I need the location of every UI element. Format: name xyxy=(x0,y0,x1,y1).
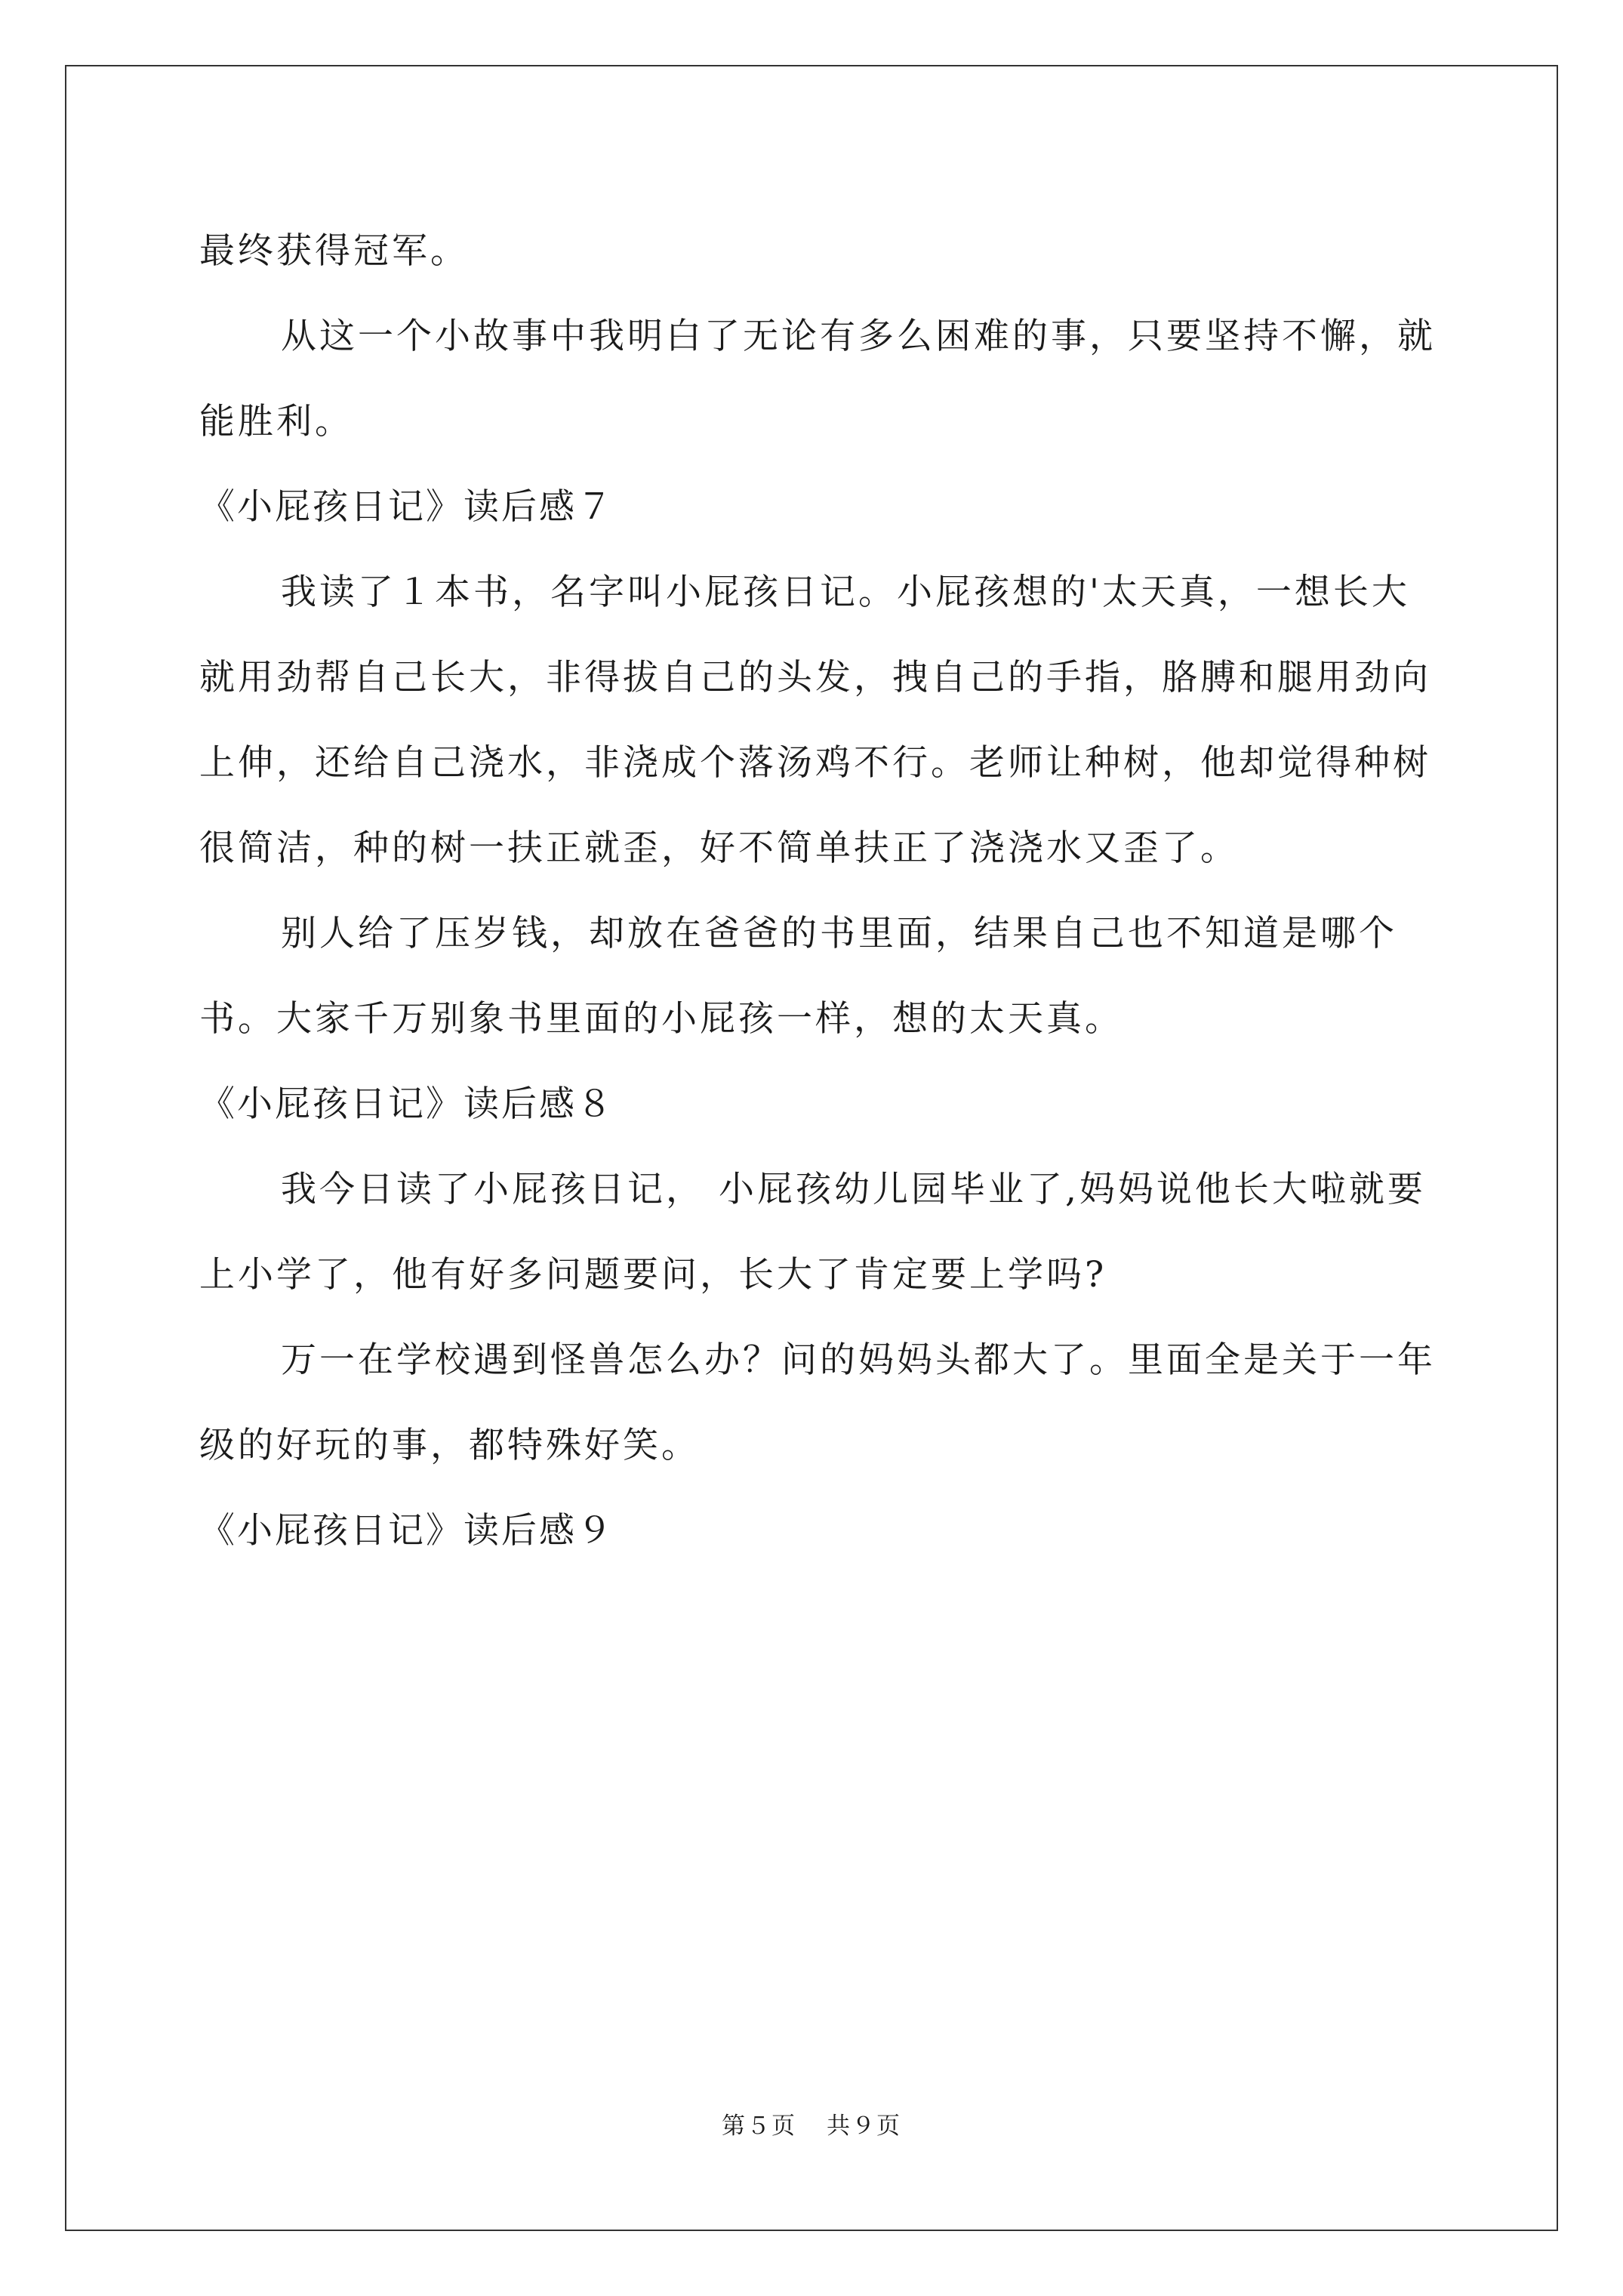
paragraph: 从这一个小故事中我明白了无论有多么困难的事，只要坚持不懈，就能胜利。 xyxy=(199,316,1436,442)
paragraph: 万一在学校遇到怪兽怎么办？问的妈妈头都大了。里面全是关于一年级的好玩的事，都特殊好笑。 xyxy=(199,1339,1436,1466)
section-heading: 《小屁孩日记》读后感９ xyxy=(199,1510,614,1552)
page-footer xyxy=(0,2106,1623,2140)
page-number: 第５页 xyxy=(722,2113,796,2140)
paragraph: 我读了１本书，名字叫小屁孩日记。小屁孩想的'太天真，一想长大就用劲帮自己长大，非得拔自己的头发，拽自己的手指，胳膊和腿用劲向上伸，还给自己浇水，非浇成个落汤鸡不行。老师让种树，他却觉得种树很简洁，种的树一扶正就歪，好不简单扶正了浇浇水又歪了。 xyxy=(199,572,1431,869)
section-heading: 《小屁孩日记》读后感８ xyxy=(199,1083,614,1125)
section-heading: 《小屁孩日记》读后感７ xyxy=(199,486,614,528)
document-body xyxy=(199,208,1437,1573)
page-total: 共９页 xyxy=(827,2113,901,2140)
paragraph: 最终获得冠军。 xyxy=(199,230,469,272)
paragraph: 别人给了压岁钱，却放在爸爸的书里面，结果自己也不知道是哪个书。大家千万别象书里面的小屁孩一样，想的太天真。 xyxy=(199,913,1397,1040)
paragraph: 我今日读了小屁孩日记， 小屁孩幼儿园毕业了,妈妈说他长大啦就要上小学了，他有好多问题要问，长大了肯定要上学吗? xyxy=(199,1169,1426,1296)
